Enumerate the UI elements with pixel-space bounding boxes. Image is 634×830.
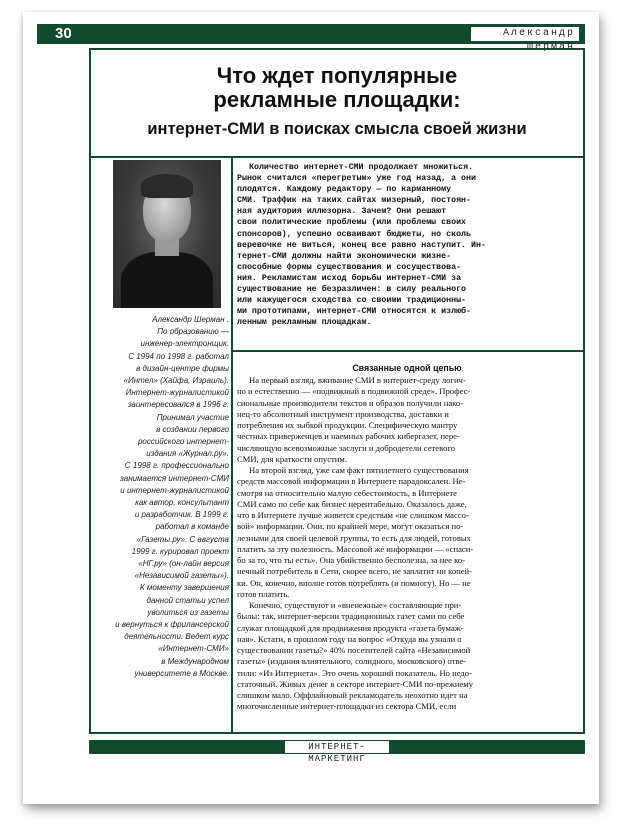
title-line-2: рекламные площадки: [213, 87, 461, 112]
body-line: тили: «Из Интернета». Это очень хороший показатель. Но недо- [237, 667, 472, 678]
body-line: ки. Он, конечно, вполне готов потреблять (и помногу). Но — не [237, 577, 471, 588]
article-title [91, 50, 583, 156]
bio-line: данной статьи успел [146, 595, 229, 605]
bio-line: «Интернет-СМИ» [158, 644, 229, 654]
bio-line: Принимал участие [156, 412, 229, 422]
bio-line: российского интернет- [137, 437, 229, 447]
body-line: На первый взгляд, вживание СМИ в интернет-среду логич- [249, 375, 466, 385]
lead-line: Рынок считался «перегретым» уже год назад, а они [237, 174, 476, 184]
title-divider [89, 156, 585, 158]
lead-line: существование не безразличен: в силу реального [237, 285, 467, 295]
body-line: что в Интернете лучше живется средствам «не слишком массо- [237, 510, 469, 520]
bio-line: инженер-электронщик. [140, 339, 229, 349]
lead-line: ная аудитория иллюзорна. Зачем? Они решают [237, 207, 447, 217]
bio-line: По образованию — [157, 327, 229, 337]
body-line: былы: так, интернет-версии традиционных газет сами по себе [237, 611, 465, 622]
bio-line: «НГ.ру» (он-лайн версия [138, 559, 229, 569]
section-heading: Связанные одной цепью [352, 363, 462, 373]
lead-line: ния. Рекламистам исход борьбы интернет-СМИ за [237, 273, 462, 283]
bio-line: деятельности. Ведет курс [124, 632, 229, 642]
lead-line: свои политические проблемы (или проблемы своих [237, 218, 467, 228]
bio-line: в Международном [161, 656, 229, 666]
body-line: На второй взгляд, уже сам факт пятилетнего существования [249, 465, 469, 475]
body-line: сиональные производители текстов и образов получили нако- [237, 397, 464, 408]
bio-line: издания «Журнал.ру». [146, 449, 229, 459]
bio-line: в создании первого [156, 424, 229, 434]
body-line: ная». Кстати, в прошлом году на вопрос «Откуда вы узнали о [237, 633, 462, 644]
body-line: честных приверженцев и наемных рабочих кибергазет, пере- [237, 431, 460, 442]
bio-line: в дизайн-центре фирмы [136, 363, 229, 373]
body-line: статочный. Живых денег в секторе интернет-СМИ по-прежнему [237, 678, 474, 689]
bio-line: С 1998 г. профессионально [124, 461, 229, 471]
bio-line: Интернет-журналистикой [125, 388, 229, 398]
body-line: многочисленные интернет-площадки из сектора СМИ, если [237, 701, 457, 712]
bio-line: «Интел» (Хайфа, Израиль). [123, 376, 229, 386]
bio-line: университете в Москве. [134, 668, 229, 678]
footer-bar [89, 740, 585, 764]
lead-divider [231, 350, 585, 352]
lead-line: веревочке не виться, конец все равно наступит. Ин- [237, 240, 486, 250]
bio-line: и разработчик. В 1999 г. [134, 510, 229, 520]
magazine-page [23, 12, 599, 804]
title-subtitle: интернет-СМИ в поисках смысла своей жизни [147, 120, 527, 138]
body-line: платить за эту полезность. Массовой же информации — «спаси- [237, 543, 474, 554]
lead-paragraph [237, 162, 577, 328]
body-line: СМИ, для краткости опустим. [237, 453, 347, 464]
bio-line: «Независимой газеты»). [134, 571, 229, 581]
body-line: служат площадкой для продвижения продукта «газета бумаж- [237, 622, 464, 633]
body-line: потребления их зыбкой продукции. Специфическую мантру [237, 420, 458, 430]
body-line: лезными для своей целевой группы, то есть для людей, готовых [237, 532, 471, 543]
author-photo [113, 160, 221, 308]
body-line: числяющую всевозможные заслуги и добродетели сетевого [237, 442, 455, 453]
lead-line: ленным рекламным площадкам. [237, 318, 372, 328]
body-line: средств массовой информации в Интернете парадоксален. Не- [237, 476, 466, 487]
body-line: Конечно, существуют и «вненежные» составляющие при- [249, 600, 462, 610]
lead-line: или кажущегося сходства со своими традиционны- [237, 296, 467, 306]
column-divider [231, 156, 233, 734]
lead-line: Количество интернет-СМИ продолжает множиться. [249, 163, 474, 172]
body-line: бо за то, что ты есть». Она убийственно бесполезна, за нее ко- [237, 555, 465, 565]
bio-line: 1999 г. курировал проект [131, 546, 229, 556]
author-bio [105, 314, 229, 680]
bio-line: работал в команде [155, 522, 229, 532]
body-line: газеты» (издания влиятельного, солидного, московского) отве- [237, 656, 467, 667]
bio-line: С 1994 по 1998 г. работал [128, 351, 229, 361]
bio-line: К моменту завершения [139, 583, 229, 593]
title-line-1: Что ждет популярные [216, 63, 458, 88]
bio-line: «Газеты.ру». С августа [136, 534, 229, 544]
body-line: нец-то абсолютный инструмент производства, доставки и [237, 408, 449, 419]
bio-line: заинтересовался в 1996 г. [127, 400, 229, 410]
lead-line: тернет-СМИ должны найти экономически жизне- [237, 251, 452, 261]
section-body [237, 362, 577, 713]
lead-line: СМИ. Траффик на таких сайтах мизерный, постоян- [237, 196, 472, 206]
bio-line: Александр Шерман . [152, 315, 229, 324]
bio-line: и интернет-журналистикой [120, 485, 229, 495]
lead-line: ми прототипами, интернет-СМИ относятся к излюб- [237, 307, 472, 317]
body-line: слишком мало. Оффлайновый рекламодатель неохотно идет на [237, 690, 468, 700]
bio-line: как автор, консультант [135, 498, 229, 508]
lead-line: способные формы существования и сосуществова- [237, 262, 462, 272]
bio-line: уволиться из газеты [147, 607, 229, 617]
body-line: вой» информации. Они, по крайней мере, могут оказаться по- [237, 521, 464, 532]
footer-section-label: ИНТЕРНЕТ-МАРКЕТИНГ [285, 741, 389, 753]
page-number: 30 [55, 25, 72, 42]
body-line: нечный потребитель в Сети, скорее всего, не заплатит ни копей- [237, 566, 473, 577]
body-line: смотря на относительно малую себестоимость, в Интернете [237, 487, 457, 498]
body-line: готов платить. [237, 588, 290, 599]
lead-line: спонсоров), успешно осваивают бюджеты, но сколь [237, 229, 472, 239]
bio-line: занимается интернет-СМИ [120, 473, 229, 483]
bio-line: и вернуться к фрилансерской [115, 620, 229, 630]
header-author: Александр Шерман [471, 27, 579, 41]
body-line: существовании газеты?» 40% посетителей сайта «Независимой [237, 645, 471, 655]
lead-line: плодятся. Каждому редактору — по карманному [237, 185, 452, 195]
body-line: но и естественно — «подвижный в подвижной среде». Профес- [237, 386, 471, 397]
top-header-bar [37, 24, 585, 53]
body-line: СМИ само по себе как бизнес нерентабельно. Оказалось даже, [237, 498, 467, 509]
